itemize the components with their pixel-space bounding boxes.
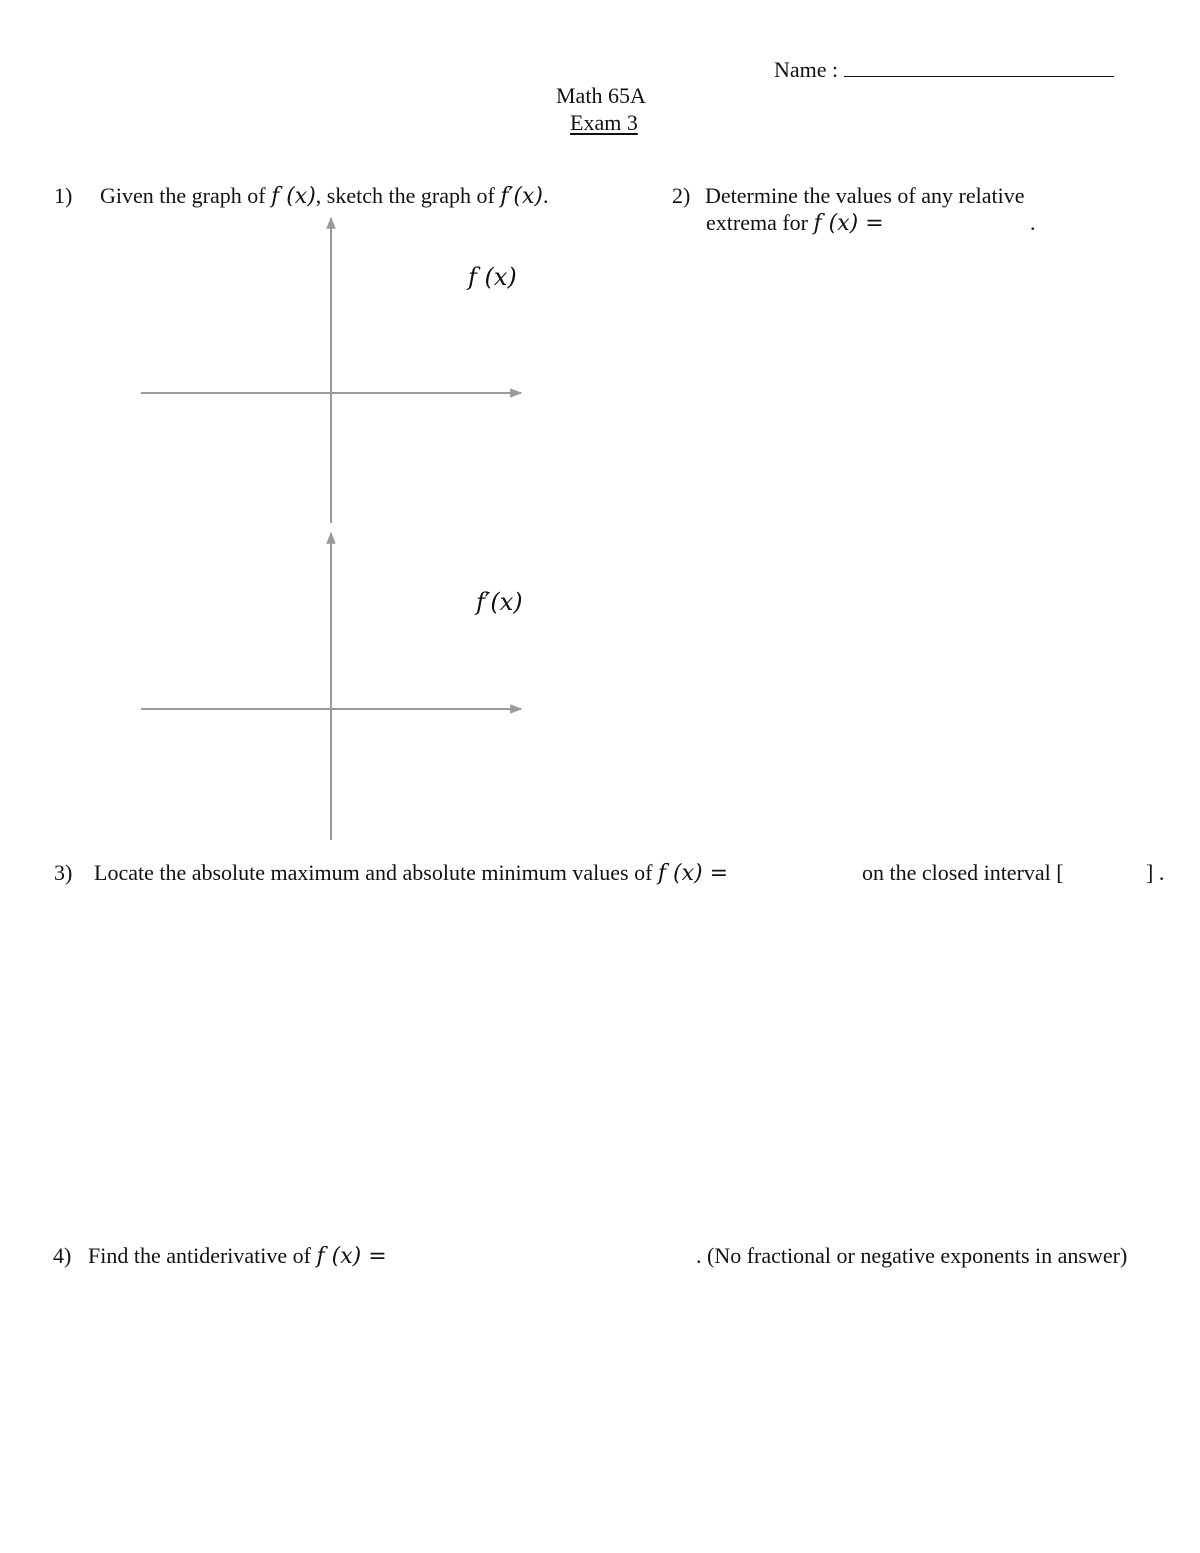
graph-fx-label: f (x) (468, 263, 517, 291)
question-2-line-1: Determine the values of any relative (705, 183, 1025, 208)
q3-interval-text: on the closed interval [ (862, 860, 1064, 885)
q1-text-a: Given the graph of (100, 183, 266, 208)
question-3-number: 3) (54, 860, 73, 885)
question-1-number: 1) (54, 183, 73, 208)
question-4-text (88, 1245, 387, 1268)
q2-fx-eq: f (x) = (813, 211, 884, 236)
q4-note: . (No fractional or negative exponents in answer) (696, 1243, 1128, 1268)
q1-fx: f (x) (271, 184, 316, 209)
q2-line2-suffix: . (1030, 210, 1036, 235)
graph-fpx (141, 533, 521, 840)
course-title: Math 65A (556, 83, 646, 108)
question-4-number: 4) (53, 1243, 72, 1268)
exam-title: Exam 3 (570, 110, 638, 135)
q4-text-a: Find the antiderivative of (88, 1243, 311, 1268)
q4-fx-eq: f (x) = (316, 1244, 387, 1269)
graph-fx (141, 218, 521, 523)
question-3-text (94, 862, 728, 885)
q1-text-c: . (543, 183, 549, 208)
q2-line2-prefix: extrema for (706, 210, 808, 235)
q3-fx-eq: f (x) = (657, 861, 729, 886)
name-label: Name : (774, 57, 839, 82)
question-2-number: 2) (672, 183, 691, 208)
q1-text-b: , sketch the graph of (315, 183, 495, 208)
q3-interval-close: ] . (1146, 860, 1165, 885)
q1-fpx: f′(x) (500, 184, 543, 209)
graph-fpx-label: f′(x) (476, 588, 523, 616)
q3-text-a: Locate the absolute maximum and absolute minimum values of (94, 860, 653, 885)
